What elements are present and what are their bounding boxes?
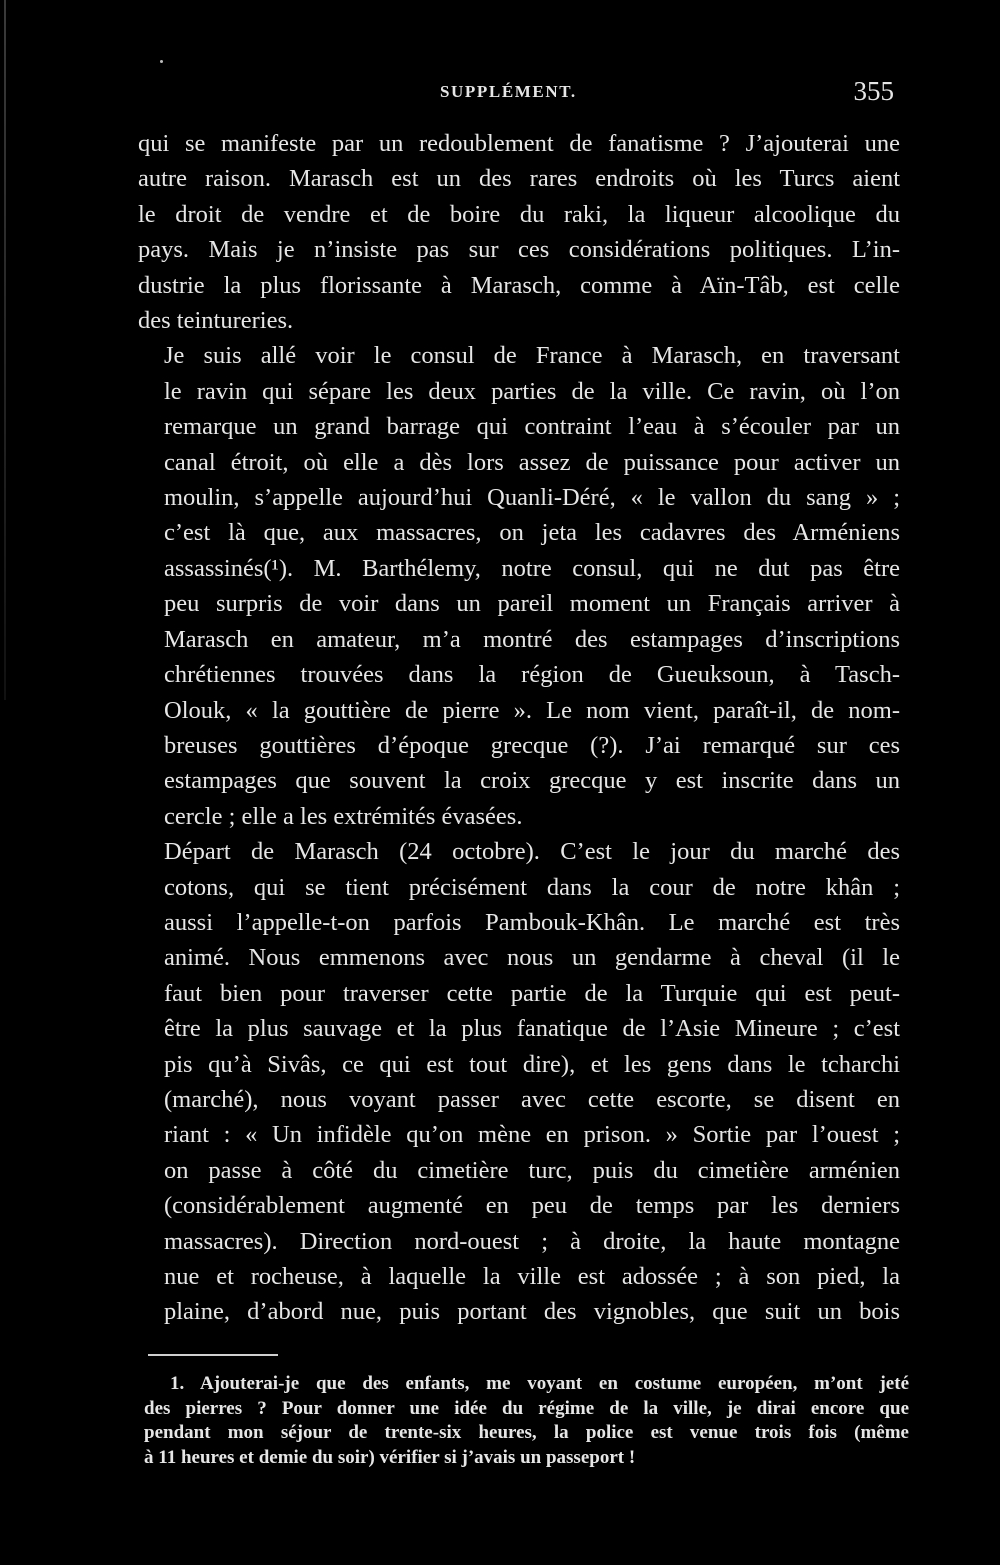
text-line: breuses gouttières d’époque grecque (?). J’ai remarqué sur ces xyxy=(164,731,900,759)
text-line: c’est là que, aux massacres, on jeta les cadavres des Arméniens xyxy=(164,519,900,547)
text-line: le ravin qui sépare les deux parties de la ville. Ce ravin, où l’on xyxy=(164,377,900,405)
text-line: moulin, s’appelle aujourd’hui Quanli-Déré, « le vallon du sang » ; xyxy=(164,484,900,512)
running-head xyxy=(138,76,898,112)
text-line: qui se manifeste par un redoublement de fanatisme ? J’ajouterai une xyxy=(138,130,900,157)
text-line: dustrie la plus florissante à Marasch, comme à Aïn-Tâb, est celle xyxy=(138,271,900,299)
text-line: des teintureries. xyxy=(138,307,294,335)
text-line: (marché), nous voyant passer avec cette escorte, se disent en xyxy=(164,1085,900,1113)
text-line: pis qu’à Sivâs, ce qui est tout dire), et les gens dans le tcharchi xyxy=(164,1050,900,1078)
text-line: faut bien pour traverser cette partie de la Turquie qui est peut- xyxy=(164,979,900,1007)
paragraph-2 xyxy=(138,338,900,834)
footnote-line: pendant mon séjour de trente-six heures, la police est venue trois fois (même xyxy=(144,1422,909,1444)
footnote-rule xyxy=(148,1354,278,1356)
text-line: riant : « Un infidèle qu’on mène en prison. » Sortie par l’ouest ; xyxy=(164,1121,900,1149)
text-line: massacres). Direction nord-ouest ; à droite, la haute montagne xyxy=(164,1227,900,1255)
text-line: autre raison. Marasch est un des rares endroits où les Turcs aient xyxy=(138,165,900,193)
text-line: estampages que souvent la croix grecque y est inscrite dans un xyxy=(164,767,900,795)
text-line: le droit de vendre et de boire du raki, la liqueur alcoolique du xyxy=(138,200,900,228)
paragraph-3 xyxy=(138,834,900,1330)
text-line: on passe à côté du cimetière turc, puis du cimetière arménien xyxy=(164,1156,900,1184)
text-line: (considérablement augmenté en peu de temps par les derniers xyxy=(164,1192,900,1220)
text-line: animé. Nous emmenons avec nous un gendarme à cheval (il le xyxy=(164,944,900,972)
text-line: chrétiennes trouvées dans la région de Gueuksoun, à Tasch- xyxy=(164,661,900,689)
text-line: pays. Mais je n’insiste pas sur ces considérations politiques. L’in- xyxy=(138,236,900,264)
text-line: canal étroit, où elle a dès lors assez de puissance pour activer un xyxy=(164,448,900,476)
text-line: cotons, qui se tient précisément dans la cour de notre khân ; xyxy=(164,873,900,901)
text-line: cercle ; elle a les extrémités évasées. xyxy=(164,802,523,830)
text-line: Départ de Marasch (24 octobre). C’est le jour du marché des xyxy=(164,838,900,866)
footnote-line: des pierres ? Pour donner une idée du régime de la ville, je dirai encore que xyxy=(144,1397,909,1419)
text-line: aussi l’appelle-t-on parfois Pambouk-Khân. Le marché est très xyxy=(164,908,900,936)
footnote xyxy=(144,1372,909,1470)
page-number: 355 xyxy=(853,76,894,106)
text-line: remarque un grand barrage qui contraint l’eau à s’écouler par un xyxy=(164,413,900,441)
paragraph-1 xyxy=(138,126,900,338)
text-line: Marasch en amateur, m’a montré des estampages d’inscriptions xyxy=(164,625,900,653)
text-line: être la plus sauvage et la plus fanatique de l’Asie Mineure ; c’est xyxy=(164,1015,900,1043)
running-head-title: SUPPLÉMENT. xyxy=(440,82,577,101)
text-line: assassinés(¹). M. Barthélemy, notre consul, qui ne dut pas être xyxy=(164,554,900,582)
text-line: Je suis allé voir le consul de France à Marasch, en traversant xyxy=(164,342,900,370)
text-line: nue et rocheuse, à laquelle la ville est adossée ; à son pied, la xyxy=(164,1263,900,1290)
text-line: plaine, d’abord nue, puis portant des vignobles, que suit un bois xyxy=(164,1298,900,1326)
body-text xyxy=(138,126,900,1330)
footnote-line: à 11 heures et demie du soir) vérifier si j’avais un passeport ! xyxy=(144,1446,636,1468)
footnote-line: 1. Ajouterai-je que des enfants, me voyant en costume européen, m’ont jeté xyxy=(170,1373,909,1394)
ink-speck xyxy=(160,60,163,63)
text-line: peu surpris de voir dans un pareil moment un Français arriver à xyxy=(164,590,900,618)
text-line: Olouk, « la gouttière de pierre ». Le nom vient, paraît-il, de nom- xyxy=(164,696,900,724)
page-edge-shadow xyxy=(4,0,6,700)
